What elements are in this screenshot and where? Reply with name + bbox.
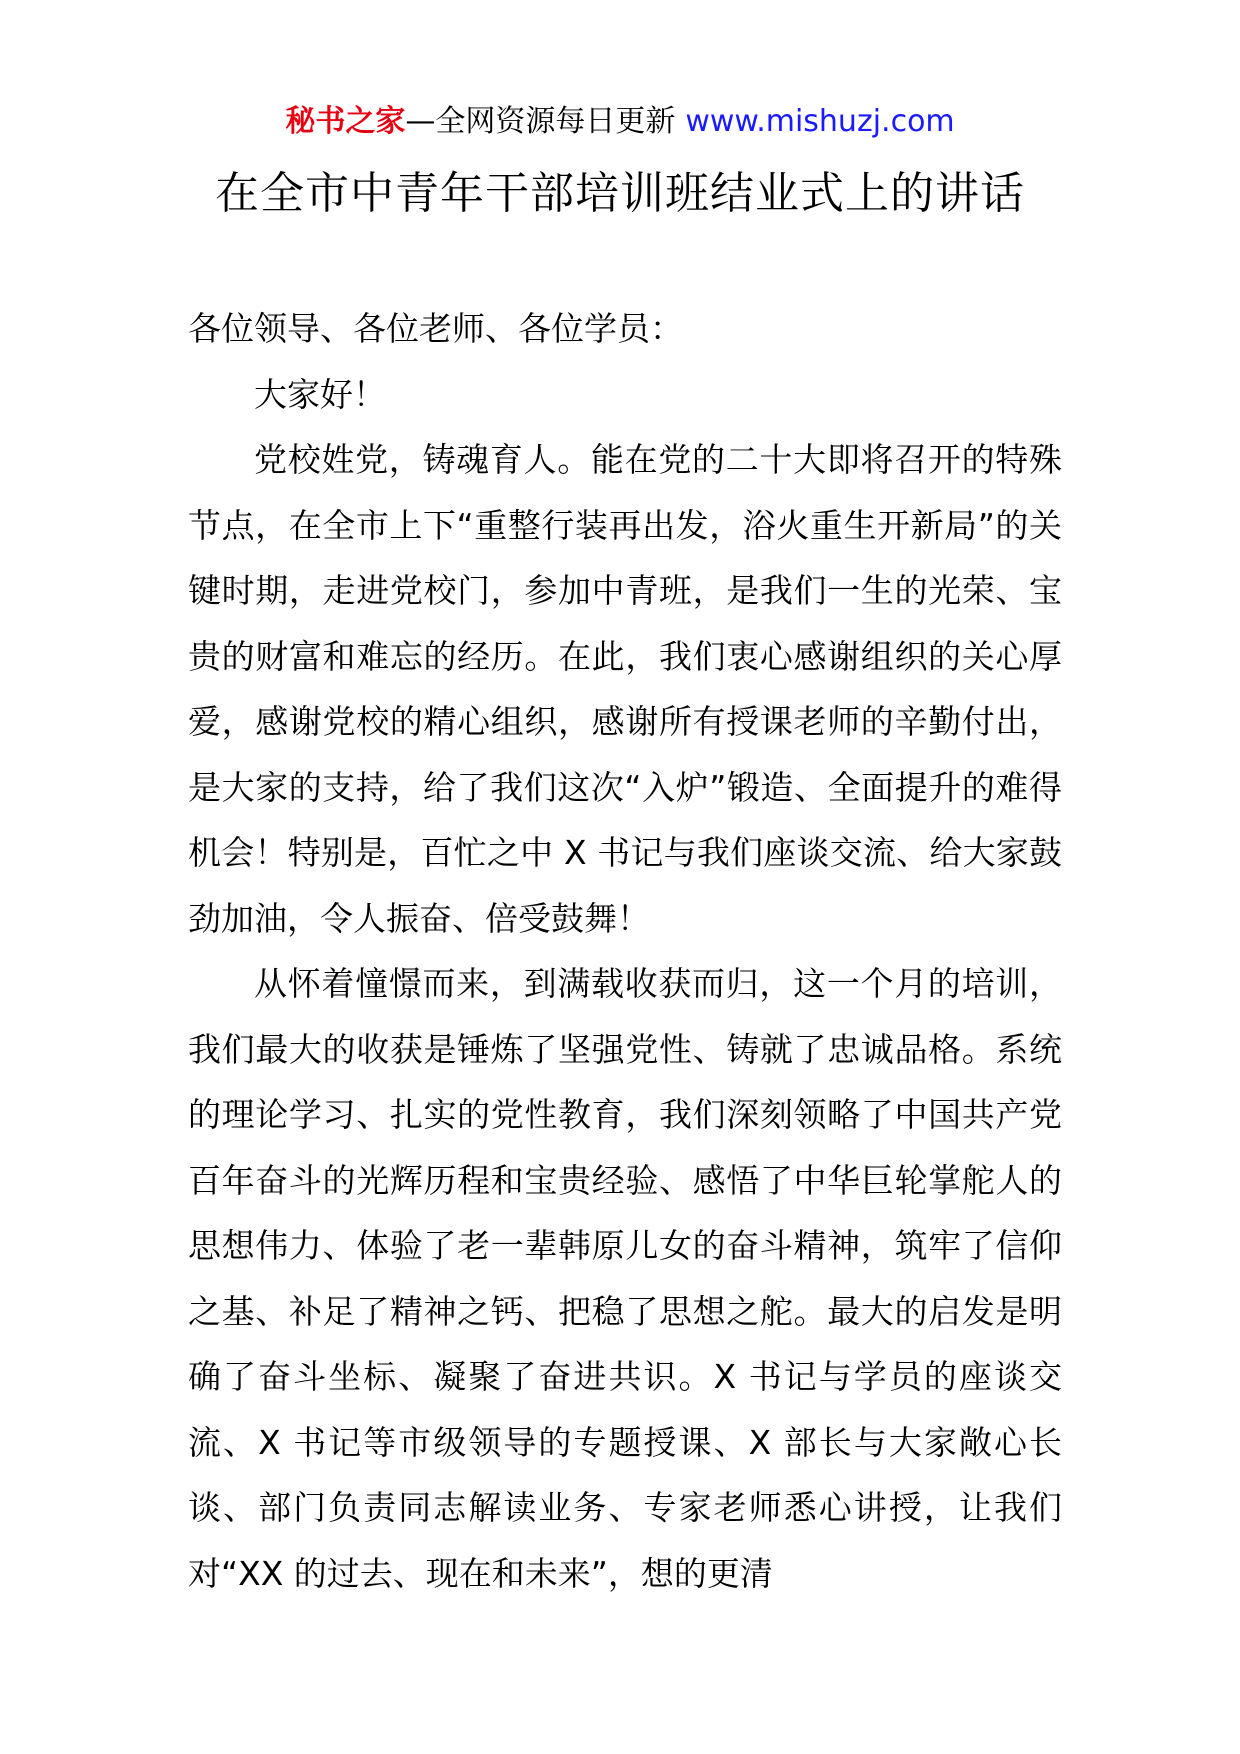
greeting: 大家好！ (254, 374, 386, 414)
brand-slogan: —全网资源每日更新 (405, 104, 676, 139)
salutation: 各位领导、各位老师、各位学员： (188, 309, 683, 348)
site-url-link[interactable]: www.mishuzj.com (685, 104, 955, 139)
body-paragraph: 从怀着憧憬而来，到满载收获而归，这一个月的培训，我们最大的收获是锤炼了坚强党性、铸就了忠诚品格。系统的理论学习、扎实的党性教育，我们深刻领略了中国共产党百年奋斗的光辉历程和宝贵经验、感悟了中华巨轮掌舵人的思想伟力、体验了老一辈韩原儿女的奋斗精神，筑牢了信仰之基、补足了精神之钙、把稳了思想之舵。最大的启发是明确了奋斗坐标、凝聚了奋进共识。X 书记与学员的座谈交流、X 书记等市级领导的专题授课、X 部长与大家敞心长谈、部门负责同志解读业务、专家老师悉心讲授，让我们对“XX 的过去、现在和未来”，想的更清 (188, 964, 1062, 1593)
document-body (188, 296, 1062, 1606)
body-paragraph: 党校姓党，铸魂育人。能在党的二十大即将召开的特殊节点，在全市上下“重整行装再出发，浴火重生开新局”的关键时期，走进党校门，参加中青班，是我们一生的光荣、宝贵的财富和难忘的经历。在此，我们衷心感谢组织的关心厚爱，感谢党校的精心组织，感谢所有授课老师的辛勤付出，是大家的支持，给了我们这次“入炉”锻造、全面提升的难得机会！特别是，百忙之中 X 书记与我们座谈交流、给大家鼓劲加油，令人振奋、倍受鼓舞！ (188, 440, 1062, 938)
watermark-header (0, 100, 1240, 144)
brand-name: 秘书之家 (285, 104, 406, 139)
document-title: 在全市中青年干部培训班结业式上的讲话 (215, 168, 1025, 219)
